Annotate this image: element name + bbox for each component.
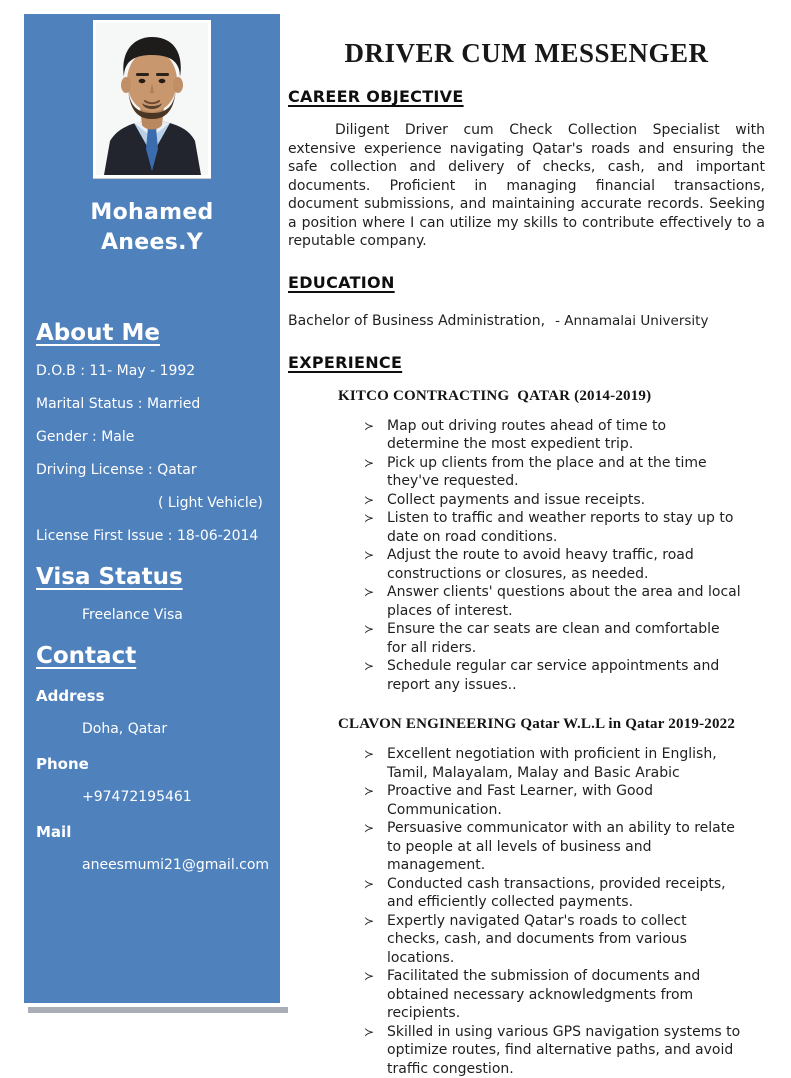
education-heading: EDUCATION bbox=[288, 273, 765, 292]
job-bullet: ≻ Excellent negotiation with proficient in English, Tamil, Malayalam, Malay and Basic Arabic bbox=[362, 745, 742, 782]
dob-field: D.O.B : 11- May - 1992 bbox=[36, 362, 268, 381]
job-entry-kitco bbox=[288, 388, 765, 695]
visa-status-value: Freelance Visa bbox=[36, 606, 268, 625]
sidebar bbox=[24, 14, 280, 1003]
job-bullet: ≻ Adjust the route to avoid heavy traffic, road constructions or closures, as needed. bbox=[362, 546, 742, 583]
career-objective-text: Diligent Driver cum Check Collection Specialist with extensive experience navigating Qatar's roads and ensuring the safe collection and delivery of checks, cash, and important documents. Proficient in managing financial transactions, document submissions, and maintaining accurate records. Seeking a position where I can utilize my skills to contribute effectively to a reputable company. bbox=[288, 121, 765, 251]
job-bullet: ≻ Pick up clients from the place and at the time they've requested. bbox=[362, 454, 742, 491]
portrait-photo-graphic bbox=[96, 23, 208, 175]
job-bullet: ≻ Listen to traffic and weather reports to stay up to date on road conditions. bbox=[362, 509, 742, 546]
job-bullet: ≻ Answer clients' questions about the area and local places of interest. bbox=[362, 583, 742, 620]
career-objective-heading: CAREER OBJECTIVE bbox=[288, 87, 765, 106]
license-first-issue-field: License First Issue : 18-06-2014 bbox=[36, 527, 268, 546]
job-title: KITCO CONTRACTING QATAR (2014-2019) bbox=[338, 388, 765, 405]
driving-license-field: Driving License : Qatar bbox=[36, 461, 268, 480]
job-bullet-list bbox=[362, 745, 742, 1078]
gender-field: Gender : Male bbox=[36, 428, 268, 447]
education-entry bbox=[288, 312, 765, 331]
job-bullet: ≻ Schedule regular car service appointments and report any issues.. bbox=[362, 657, 742, 694]
mail-label: Mail bbox=[36, 823, 268, 842]
person-name-last: Anees.Y bbox=[36, 228, 268, 258]
education-institution: - Annamalai University bbox=[555, 313, 708, 329]
phone-value: +97472195461 bbox=[36, 788, 268, 807]
address-label: Address bbox=[36, 687, 268, 706]
phone-label: Phone bbox=[36, 755, 268, 774]
job-bullet: ≻ Facilitated the submission of documents and obtained necessary acknowledgments from recipients. bbox=[362, 967, 742, 1023]
job-bullet: ≻ Ensure the car seats are clean and comfortable for all riders. bbox=[362, 620, 742, 657]
mail-value: aneesmumi21@gmail.com bbox=[36, 856, 268, 875]
visa-status-heading: Visa Status bbox=[36, 562, 268, 592]
job-title: CLAVON ENGINEERING Qatar W.L.L in Qatar 2019-2022 bbox=[338, 716, 765, 733]
contact-heading: Contact bbox=[36, 641, 268, 671]
resume-body bbox=[288, 0, 765, 1078]
job-bullet: ≻ Conducted cash transactions, provided receipts, and efficiently collected payments. bbox=[362, 875, 742, 912]
about-me-heading: About Me bbox=[36, 318, 268, 348]
job-bullet: ≻ Skilled in using various GPS navigation systems to optimize routes, find alternative paths, and avoid traffic congestion. bbox=[362, 1023, 742, 1078]
profile-photo bbox=[93, 20, 211, 178]
sidebar-shadow-bar bbox=[28, 1007, 288, 1013]
person-name-first: Mohamed bbox=[36, 198, 268, 228]
address-value: Doha, Qatar bbox=[36, 720, 268, 739]
document-title: DRIVER CUM MESSENGER bbox=[288, 38, 765, 69]
job-bullet: ≻ Persuasive communicator with an ability to relate to people at all levels of business and management. bbox=[362, 819, 742, 875]
marital-status-field: Marital Status : Married bbox=[36, 395, 268, 414]
job-bullet: ≻ Expertly navigated Qatar's roads to collect checks, cash, and documents from various locations. bbox=[362, 912, 742, 968]
job-bullet: ≻ Map out driving routes ahead of time to determine the most expedient trip. bbox=[362, 417, 742, 454]
job-bullet: ≻ Proactive and Fast Learner, with Good Communication. bbox=[362, 782, 742, 819]
job-entry-clavon bbox=[288, 716, 765, 1078]
person-name bbox=[36, 198, 268, 258]
job-bullet: ≻ Collect payments and issue receipts. bbox=[362, 491, 742, 510]
job-bullet-list bbox=[362, 417, 742, 695]
experience-heading: EXPERIENCE bbox=[288, 353, 765, 372]
education-degree: Bachelor of Business Administration, bbox=[288, 313, 545, 329]
license-note: ( Light Vehicle) bbox=[36, 494, 268, 513]
